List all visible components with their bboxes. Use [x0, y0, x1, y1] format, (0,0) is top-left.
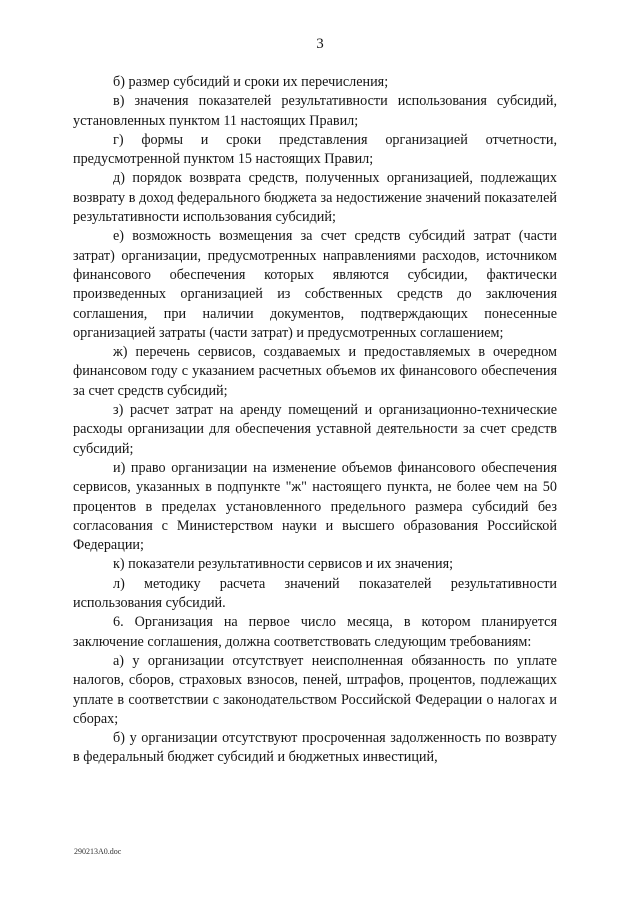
paragraph-d-return-procedure: д) порядок возврата средств, полученных организацией, подлежащих возврату в доход федерального бюджета за недостижение значений показателей результативности использования субсидий; [73, 170, 557, 226]
paragraph-b-no-overdue-debt: б) у организации отсутствуют просроченная задолженность по возврату в федеральный бюджет субсидий и бюджетных инвестиций, [73, 730, 557, 766]
paragraph-a-no-tax-debt: а) у организации отсутствует неисполненная обязанность по уплате налогов, сборов, страховых взносов, пеней, штрафов, процентов, подлежащих уплате в соответствии с законодательством Российской Федерации о налогах и сборах; [73, 652, 557, 727]
paragraph-k-service-indicators: к) показатели результативности сервисов и их значения; [113, 556, 454, 573]
paragraph-b-subsidy-size: б) размер субсидий и сроки их перечисления; [113, 74, 389, 90]
paragraph-l-calculation-method: л) методику расчета значений показателей результативности использования субсидий. [73, 575, 557, 612]
paragraph-v-performance-indicators: в) значения показателей результативности использования субсидий, установленных пунктом 11 настоящих Правил; [73, 93, 557, 129]
paragraph-e-cost-reimbursement: е) возможность возмещения за счет средств субсидий затрат (части затрат) организации, предусмотренных направлениями расходов, источником финансового обеспечения которых являются субсидии, фактически произведенных организацией из собственных средств до заключения соглашения, при наличии документов, подтверждающих понесенные организацией затраты (части затрат) и предусмотренных соглашением; [73, 228, 557, 341]
paragraph-zh-services-list: ж) перечень сервисов, создаваемых и предоставляемых в очередном финансовом году с указанием расчетных объемов их финансового обеспечения за счет средств субсидий; [73, 344, 557, 399]
paragraph-z-rent-costs: з) расчет затрат на аренду помещений и организационно-технические расходы организации для обеспечения уставной деятельности за счет средств субсидий; [73, 402, 557, 457]
paragraph-6-organization-requirements: 6. Организация на первое число месяца, в котором планируется заключение соглашения, должна соответствовать следующим требованиям: [73, 614, 557, 650]
paragraph-i-change-right: и) право организации на изменение объемов финансового обеспечения сервисов, указанных в подпункте "ж" настоящего пункта, не более чем на 50 процентов в пределах установленного предельного размера субсидий без согласования с Министерством науки и высшего образования Российской Федерации; [73, 459, 557, 554]
document-file-code: 290213A0.doc [74, 847, 122, 856]
document-body [73, 73, 557, 768]
page-number: 3 [316, 36, 324, 52]
paragraph-g-reporting-forms: г) формы и сроки представления организацией отчетности, предусмотренной пунктом 15 настоящих Правил; [73, 131, 557, 168]
